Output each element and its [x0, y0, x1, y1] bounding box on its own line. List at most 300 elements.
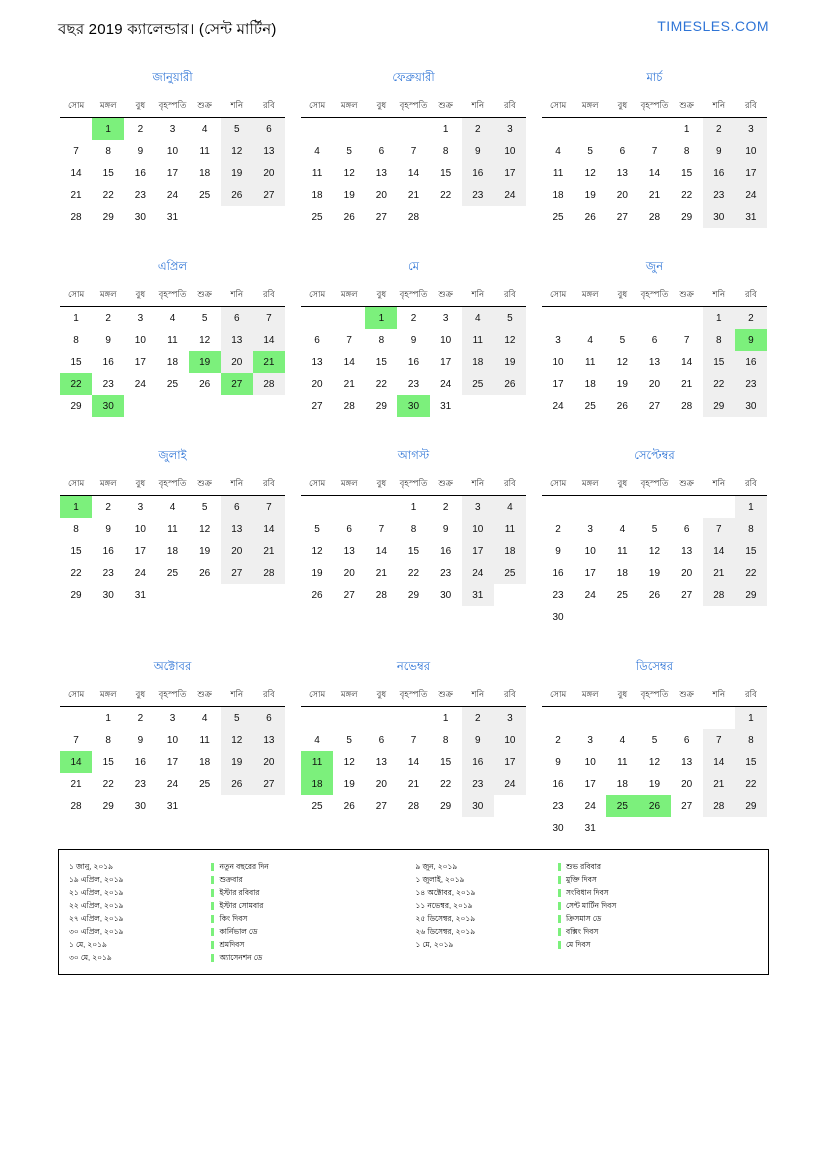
day-cell[interactable]: 14 — [253, 518, 285, 540]
day-cell[interactable]: 6 — [378, 734, 385, 746]
day-cell[interactable]: 5 — [221, 707, 253, 730]
day-cell[interactable]: 9 — [703, 140, 735, 162]
day-cell[interactable]: 5 — [314, 523, 320, 535]
day-cell[interactable]: 6 — [221, 307, 253, 330]
day-cell[interactable]: 16 — [440, 545, 452, 557]
day-cell[interactable]: 1 — [442, 123, 449, 135]
day-cell[interactable]: 4 — [462, 307, 494, 330]
day-cell[interactable]: 11 — [617, 545, 628, 557]
day-cell[interactable]: 23 — [552, 800, 564, 812]
day-cell[interactable]: 18 — [199, 167, 211, 179]
day-cell[interactable]: 21 — [375, 567, 387, 579]
day-cell[interactable]: 8 — [735, 518, 767, 540]
day-cell[interactable]: 12 — [616, 356, 628, 368]
day-cell[interactable]: 6 — [619, 145, 626, 157]
day-cell[interactable]: 15 — [735, 540, 767, 562]
day-cell[interactable]: 31 — [584, 822, 596, 834]
day-cell[interactable]: 3 — [494, 118, 526, 141]
day-cell[interactable]: 19 — [494, 351, 526, 373]
day-cell[interactable]: 29 — [440, 800, 452, 812]
day-cell[interactable]: 14 — [703, 540, 735, 562]
day-cell[interactable]: 2 — [105, 312, 111, 324]
day-cell[interactable]: 24 — [166, 189, 179, 201]
day-cell[interactable]: 23 — [407, 378, 420, 390]
day-cell[interactable]: 27 — [343, 589, 355, 601]
day-cell[interactable]: 3 — [587, 523, 593, 535]
day-cell[interactable]: 4 — [494, 496, 526, 519]
day-cell[interactable]: 14 — [681, 356, 693, 368]
day-cell[interactable]: 6 — [346, 523, 352, 535]
day-cell[interactable]: 25 — [199, 189, 211, 201]
day-cell[interactable]: 31 — [440, 400, 452, 412]
day-cell[interactable]: 5 — [651, 734, 658, 746]
day-cell[interactable]: 4 — [619, 523, 626, 535]
day-cell[interactable]: 12 — [648, 756, 661, 768]
day-cell[interactable]: 14 — [407, 167, 420, 179]
day-cell[interactable]: 8 — [73, 334, 79, 346]
day-cell[interactable]: 5 — [651, 523, 658, 535]
day-cell[interactable]: 31 — [134, 589, 146, 601]
day-cell[interactable]: 8 — [73, 523, 79, 535]
day-cell[interactable]: 30 — [552, 611, 564, 623]
day-cell[interactable]: 10 — [166, 145, 179, 157]
day-cell[interactable]: 19 — [199, 545, 211, 557]
day-cell[interactable]: 10 — [584, 545, 596, 557]
day-cell[interactable]: 18 — [462, 351, 494, 373]
holiday-day-cell[interactable]: 22 — [60, 373, 92, 395]
day-cell[interactable]: 15 — [703, 351, 735, 373]
day-cell[interactable]: 25 — [311, 800, 323, 812]
day-cell[interactable]: 8 — [735, 729, 767, 751]
day-cell[interactable]: 12 — [199, 334, 211, 346]
day-cell[interactable]: 17 — [494, 162, 526, 184]
day-cell[interactable]: 25 — [584, 400, 596, 412]
day-cell[interactable]: 22 — [735, 562, 767, 584]
day-cell[interactable]: 16 — [462, 162, 494, 184]
day-cell[interactable]: 16 — [552, 567, 564, 579]
day-cell[interactable]: 31 — [735, 206, 767, 228]
day-cell[interactable]: 1 — [410, 501, 417, 513]
day-cell[interactable]: 17 — [735, 162, 767, 184]
day-cell[interactable]: 3 — [169, 123, 176, 135]
day-cell[interactable]: 7 — [703, 729, 735, 751]
holiday-day-cell[interactable]: 27 — [221, 373, 253, 395]
day-cell[interactable]: 3 — [137, 312, 144, 324]
day-cell[interactable]: 24 — [494, 184, 526, 206]
day-cell[interactable]: 13 — [375, 167, 387, 179]
day-cell[interactable]: 2 — [555, 523, 561, 535]
day-cell[interactable]: 26 — [343, 211, 355, 223]
day-cell[interactable]: 3 — [442, 312, 449, 324]
day-cell[interactable]: 14 — [70, 167, 82, 179]
day-cell[interactable]: 30 — [134, 800, 146, 812]
day-cell[interactable]: 12 — [584, 167, 596, 179]
day-cell[interactable]: 18 — [199, 756, 211, 768]
day-cell[interactable]: 30 — [462, 795, 494, 817]
day-cell[interactable]: 24 — [440, 378, 452, 390]
day-cell[interactable]: 17 — [494, 751, 526, 773]
day-cell[interactable]: 9 — [442, 523, 449, 535]
brand-link[interactable]: TIMESLES.COM — [657, 18, 769, 34]
day-cell[interactable]: 10 — [440, 334, 452, 346]
day-cell[interactable]: 4 — [619, 734, 626, 746]
day-cell[interactable]: 23 — [102, 378, 114, 390]
day-cell[interactable]: 7 — [73, 734, 79, 746]
day-cell[interactable]: 7 — [253, 307, 285, 330]
day-cell[interactable]: 13 — [311, 356, 323, 368]
day-cell[interactable]: 20 — [253, 751, 285, 773]
day-cell[interactable]: 4 — [587, 334, 593, 346]
holiday-day-cell[interactable]: 21 — [253, 351, 285, 373]
day-cell[interactable]: 27 — [681, 800, 693, 812]
day-cell[interactable]: 29 — [70, 400, 82, 412]
day-cell[interactable]: 19 — [343, 778, 355, 790]
day-cell[interactable]: 23 — [462, 184, 494, 206]
holiday-day-cell[interactable]: 1 — [60, 496, 92, 519]
day-cell[interactable]: 13 — [343, 545, 355, 557]
day-cell[interactable]: 4 — [314, 145, 320, 157]
day-cell[interactable]: 28 — [648, 211, 661, 223]
day-cell[interactable]: 24 — [584, 800, 596, 812]
day-cell[interactable]: 7 — [703, 518, 735, 540]
day-cell[interactable]: 22 — [440, 189, 452, 201]
day-cell[interactable]: 3 — [137, 501, 144, 513]
day-cell[interactable]: 22 — [102, 189, 114, 201]
day-cell[interactable]: 16 — [102, 545, 114, 557]
day-cell[interactable]: 15 — [440, 167, 452, 179]
day-cell[interactable]: 14 — [253, 329, 285, 351]
day-cell[interactable]: 27 — [648, 400, 661, 412]
day-cell[interactable]: 8 — [105, 145, 111, 157]
day-cell[interactable]: 20 — [221, 351, 253, 373]
day-cell[interactable]: 8 — [105, 734, 111, 746]
day-cell[interactable]: 11 — [167, 523, 178, 535]
day-cell[interactable]: 30 — [102, 589, 114, 601]
day-cell[interactable]: 24 — [584, 589, 596, 601]
day-cell[interactable]: 11 — [585, 356, 596, 368]
day-cell[interactable]: 16 — [703, 162, 735, 184]
day-cell[interactable]: 9 — [105, 523, 111, 535]
day-cell[interactable]: 5 — [346, 145, 352, 157]
day-cell[interactable]: 29 — [735, 584, 767, 606]
day-cell[interactable]: 25 — [462, 373, 494, 395]
day-cell[interactable]: 28 — [70, 800, 82, 812]
day-cell[interactable]: 28 — [253, 373, 285, 395]
day-cell[interactable]: 19 — [616, 378, 628, 390]
day-cell[interactable]: 12 — [343, 756, 355, 768]
day-cell[interactable]: 2 — [462, 707, 494, 730]
day-cell[interactable]: 2 — [137, 712, 144, 724]
day-cell[interactable]: 28 — [70, 211, 82, 223]
day-cell[interactable]: 4 — [555, 145, 561, 157]
day-cell[interactable]: 2 — [703, 118, 735, 141]
day-cell[interactable]: 28 — [703, 584, 735, 606]
day-cell[interactable]: 26 — [616, 400, 628, 412]
day-cell[interactable]: 21 — [70, 778, 82, 790]
day-cell[interactable]: 28 — [343, 400, 355, 412]
day-cell[interactable]: 8 — [410, 523, 417, 535]
day-cell[interactable]: 13 — [253, 140, 285, 162]
day-cell[interactable]: 28 — [253, 562, 285, 584]
day-cell[interactable]: 7 — [73, 145, 79, 157]
day-cell[interactable]: 10 — [166, 734, 179, 746]
day-cell[interactable]: 4 — [169, 312, 176, 324]
day-cell[interactable]: 1 — [683, 123, 690, 135]
day-cell[interactable]: 26 — [311, 589, 323, 601]
day-cell[interactable]: 11 — [462, 329, 494, 351]
day-cell[interactable]: 14 — [407, 756, 420, 768]
day-cell[interactable]: 3 — [494, 707, 526, 730]
day-cell[interactable]: 31 — [166, 211, 179, 223]
day-cell[interactable]: 2 — [410, 312, 417, 324]
day-cell[interactable]: 13 — [375, 756, 387, 768]
day-cell[interactable]: 22 — [681, 189, 693, 201]
day-cell[interactable]: 2 — [555, 734, 561, 746]
day-cell[interactable]: 7 — [651, 145, 658, 157]
day-cell[interactable]: 5 — [494, 307, 526, 330]
day-cell[interactable]: 9 — [555, 756, 561, 768]
day-cell[interactable]: 8 — [442, 145, 449, 157]
day-cell[interactable]: 14 — [648, 167, 661, 179]
day-cell[interactable]: 8 — [703, 329, 735, 351]
day-cell[interactable]: 10 — [494, 140, 526, 162]
day-cell[interactable]: 19 — [584, 189, 596, 201]
day-cell[interactable]: 11 — [167, 334, 178, 346]
day-cell[interactable]: 13 — [616, 167, 628, 179]
day-cell[interactable]: 28 — [375, 589, 387, 601]
holiday-day-cell[interactable]: 26 — [638, 795, 670, 817]
day-cell[interactable]: 26 — [199, 378, 211, 390]
day-cell[interactable]: 2 — [137, 123, 144, 135]
day-cell[interactable]: 17 — [584, 567, 596, 579]
day-cell[interactable]: 25 — [166, 378, 179, 390]
day-cell[interactable]: 31 — [166, 800, 179, 812]
day-cell[interactable]: 1 — [703, 307, 735, 330]
day-cell[interactable]: 26 — [584, 211, 596, 223]
day-cell[interactable]: 17 — [440, 356, 452, 368]
day-cell[interactable]: 18 — [166, 545, 179, 557]
day-cell[interactable]: 30 — [703, 206, 735, 228]
day-cell[interactable]: 20 — [221, 540, 253, 562]
day-cell[interactable]: 20 — [375, 778, 387, 790]
day-cell[interactable]: 2 — [442, 501, 449, 513]
day-cell[interactable]: 1 — [105, 712, 111, 724]
day-cell[interactable]: 18 — [552, 189, 564, 201]
day-cell[interactable]: 16 — [735, 351, 767, 373]
day-cell[interactable]: 27 — [221, 562, 253, 584]
day-cell[interactable]: 16 — [407, 356, 420, 368]
day-cell[interactable]: 26 — [221, 184, 253, 206]
day-cell[interactable]: 14 — [375, 545, 387, 557]
day-cell[interactable]: 28 — [407, 211, 420, 223]
day-cell[interactable]: 7 — [410, 145, 417, 157]
day-cell[interactable]: 22 — [375, 378, 387, 390]
day-cell[interactable]: 17 — [584, 778, 596, 790]
day-cell[interactable]: 5 — [221, 118, 253, 141]
day-cell[interactable]: 27 — [375, 211, 387, 223]
day-cell[interactable]: 22 — [70, 567, 82, 579]
day-cell[interactable]: 20 — [253, 162, 285, 184]
day-cell[interactable]: 22 — [407, 567, 420, 579]
day-cell[interactable]: 22 — [735, 773, 767, 795]
day-cell[interactable]: 23 — [102, 567, 114, 579]
day-cell[interactable]: 18 — [494, 540, 526, 562]
day-cell[interactable]: 30 — [552, 822, 564, 834]
day-cell[interactable]: 18 — [616, 567, 628, 579]
day-cell[interactable]: 1 — [735, 496, 767, 519]
day-cell[interactable]: 2 — [735, 307, 767, 330]
day-cell[interactable]: 5 — [587, 145, 593, 157]
day-cell[interactable]: 27 — [311, 400, 323, 412]
day-cell[interactable]: 15 — [440, 756, 452, 768]
day-cell[interactable]: 2 — [462, 118, 494, 141]
day-cell[interactable]: 28 — [681, 400, 693, 412]
day-cell[interactable]: 29 — [681, 211, 693, 223]
day-cell[interactable]: 12 — [494, 329, 526, 351]
day-cell[interactable]: 13 — [221, 329, 253, 351]
day-cell[interactable]: 27 — [681, 589, 693, 601]
day-cell[interactable]: 10 — [134, 523, 146, 535]
day-cell[interactable]: 23 — [703, 184, 735, 206]
day-cell[interactable]: 11 — [552, 167, 564, 179]
day-cell[interactable]: 31 — [462, 584, 494, 606]
day-cell[interactable]: 29 — [407, 589, 420, 601]
day-cell[interactable]: 22 — [440, 778, 452, 790]
day-cell[interactable]: 21 — [703, 562, 735, 584]
day-cell[interactable]: 19 — [648, 567, 661, 579]
day-cell[interactable]: 7 — [346, 334, 352, 346]
day-cell[interactable]: 11 — [199, 145, 210, 157]
day-cell[interactable]: 7 — [683, 334, 690, 346]
day-cell[interactable]: 6 — [378, 145, 385, 157]
day-cell[interactable]: 16 — [134, 756, 146, 768]
day-cell[interactable]: 1 — [442, 712, 449, 724]
holiday-day-cell[interactable]: 11 — [301, 751, 333, 773]
day-cell[interactable]: 6 — [253, 707, 285, 730]
day-cell[interactable]: 10 — [494, 729, 526, 751]
day-cell[interactable]: 24 — [735, 184, 767, 206]
day-cell[interactable]: 20 — [616, 189, 628, 201]
day-cell[interactable]: 26 — [494, 373, 526, 395]
day-cell[interactable]: 29 — [735, 795, 767, 817]
day-cell[interactable]: 24 — [462, 562, 494, 584]
day-cell[interactable]: 20 — [375, 189, 387, 201]
day-cell[interactable]: 9 — [410, 334, 417, 346]
day-cell[interactable]: 17 — [134, 545, 146, 557]
day-cell[interactable]: 19 — [221, 751, 253, 773]
day-cell[interactable]: 17 — [166, 756, 179, 768]
day-cell[interactable]: 10 — [735, 140, 767, 162]
day-cell[interactable]: 25 — [616, 589, 628, 601]
day-cell[interactable]: 11 — [494, 518, 526, 540]
day-cell[interactable]: 24 — [552, 400, 564, 412]
day-cell[interactable]: 8 — [378, 334, 385, 346]
holiday-day-cell[interactable]: 18 — [301, 773, 333, 795]
day-cell[interactable]: 10 — [462, 518, 494, 540]
day-cell[interactable]: 24 — [494, 773, 526, 795]
day-cell[interactable]: 17 — [166, 167, 179, 179]
day-cell[interactable]: 4 — [169, 501, 176, 513]
day-cell[interactable]: 19 — [343, 189, 355, 201]
day-cell[interactable]: 8 — [442, 734, 449, 746]
day-cell[interactable]: 5 — [346, 734, 352, 746]
day-cell[interactable]: 23 — [440, 567, 452, 579]
day-cell[interactable]: 24 — [134, 378, 146, 390]
day-cell[interactable]: 27 — [253, 773, 285, 795]
day-cell[interactable]: 9 — [137, 734, 144, 746]
day-cell[interactable]: 27 — [616, 211, 628, 223]
day-cell[interactable]: 13 — [681, 756, 693, 768]
day-cell[interactable]: 9 — [105, 334, 111, 346]
holiday-day-cell[interactable]: 14 — [60, 751, 92, 773]
day-cell[interactable]: 6 — [253, 118, 285, 141]
day-cell[interactable]: 25 — [494, 562, 526, 584]
day-cell[interactable]: 12 — [221, 140, 253, 162]
day-cell[interactable]: 3 — [555, 334, 561, 346]
day-cell[interactable]: 19 — [648, 778, 661, 790]
day-cell[interactable]: 5 — [619, 334, 626, 346]
holiday-day-cell[interactable]: 30 — [397, 395, 429, 417]
day-cell[interactable]: 27 — [253, 184, 285, 206]
day-cell[interactable]: 10 — [134, 334, 146, 346]
day-cell[interactable]: 20 — [648, 378, 661, 390]
day-cell[interactable]: 9 — [137, 145, 144, 157]
day-cell[interactable]: 15 — [375, 356, 387, 368]
day-cell[interactable]: 7 — [378, 523, 385, 535]
day-cell[interactable]: 23 — [735, 373, 767, 395]
day-cell[interactable]: 12 — [199, 523, 211, 535]
day-cell[interactable]: 17 — [552, 378, 564, 390]
day-cell[interactable]: 23 — [462, 773, 494, 795]
day-cell[interactable]: 21 — [343, 378, 355, 390]
day-cell[interactable]: 23 — [552, 589, 564, 601]
day-cell[interactable]: 18 — [166, 356, 179, 368]
day-cell[interactable]: 15 — [70, 545, 82, 557]
day-cell[interactable]: 6 — [314, 334, 320, 346]
day-cell[interactable]: 19 — [311, 567, 323, 579]
day-cell[interactable]: 29 — [102, 211, 114, 223]
day-cell[interactable]: 18 — [311, 189, 323, 201]
day-cell[interactable]: 22 — [102, 778, 114, 790]
day-cell[interactable]: 11 — [617, 756, 628, 768]
day-cell[interactable]: 13 — [681, 545, 693, 557]
day-cell[interactable]: 23 — [134, 778, 146, 790]
day-cell[interactable]: 20 — [681, 567, 693, 579]
day-cell[interactable]: 10 — [584, 756, 596, 768]
holiday-day-cell[interactable]: 19 — [189, 351, 221, 373]
day-cell[interactable]: 12 — [648, 545, 661, 557]
day-cell[interactable]: 5 — [201, 312, 208, 324]
day-cell[interactable]: 15 — [102, 756, 114, 768]
day-cell[interactable]: 16 — [552, 778, 564, 790]
day-cell[interactable]: 26 — [648, 589, 661, 601]
day-cell[interactable]: 5 — [201, 501, 208, 513]
day-cell[interactable]: 13 — [221, 518, 253, 540]
day-cell[interactable]: 21 — [703, 773, 735, 795]
day-cell[interactable]: 9 — [462, 140, 494, 162]
day-cell[interactable]: 13 — [648, 356, 661, 368]
day-cell[interactable]: 18 — [584, 378, 596, 390]
day-cell[interactable]: 28 — [703, 795, 735, 817]
day-cell[interactable]: 29 — [102, 800, 114, 812]
day-cell[interactable]: 9 — [555, 545, 561, 557]
day-cell[interactable]: 21 — [253, 540, 285, 562]
day-cell[interactable]: 19 — [221, 162, 253, 184]
day-cell[interactable]: 20 — [681, 778, 693, 790]
day-cell[interactable]: 16 — [462, 751, 494, 773]
day-cell[interactable]: 22 — [703, 373, 735, 395]
holiday-day-cell[interactable]: 25 — [606, 795, 638, 817]
